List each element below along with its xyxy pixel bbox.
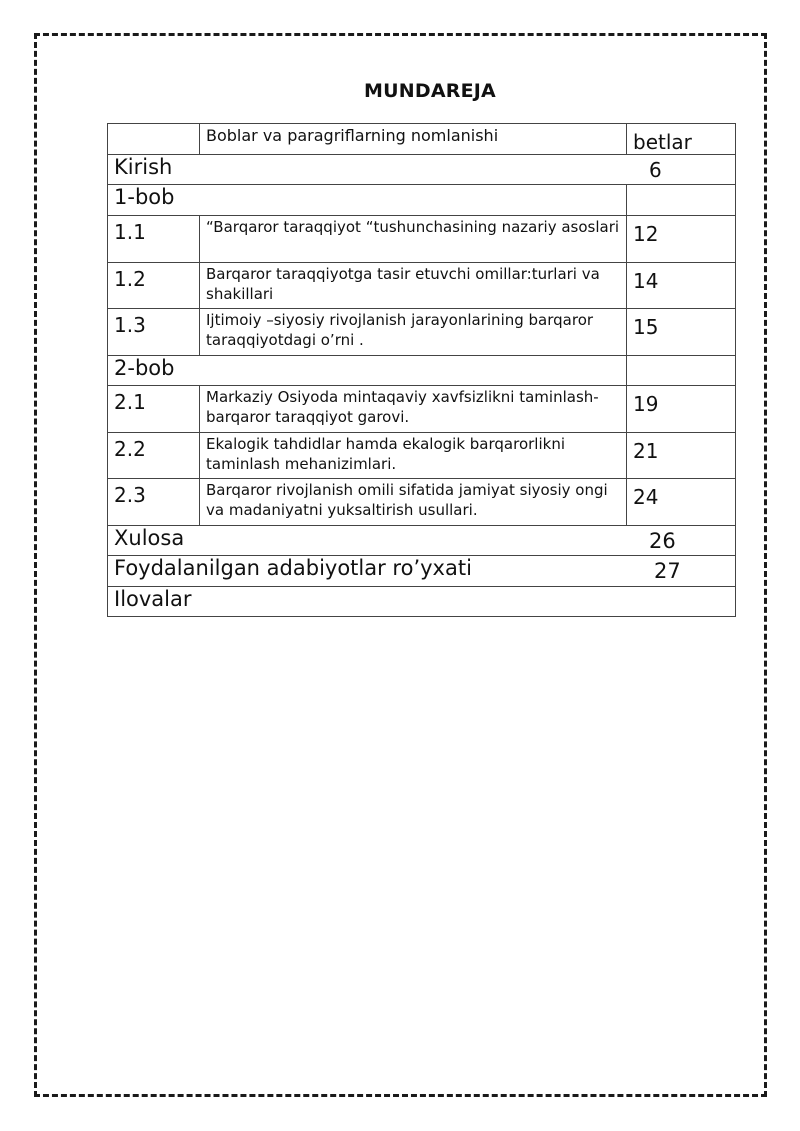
intro-cell: [108, 155, 736, 185]
section-row: [108, 479, 736, 526]
section-title: Ekalogik tahdidlar hamda ekalogik barqarorlikni taminlash mehanizimlari.: [200, 433, 627, 479]
section-num: 2.1: [108, 386, 200, 433]
section-num: 1.1: [108, 216, 200, 263]
section-num: 1.3: [108, 309, 200, 356]
conclusion-row: [108, 526, 736, 556]
section-row: [108, 309, 736, 356]
intro-page: 6: [649, 158, 662, 182]
section-num: 1.2: [108, 263, 200, 309]
section-title: Barqaror taraqqiyotga tasir etuvchi omillar:turlari va shakillari: [200, 263, 627, 309]
chapter1-label: 1-bob: [108, 185, 627, 216]
section-row: [108, 386, 736, 433]
conclusion-page: 26: [649, 529, 676, 553]
table-of-contents: [107, 123, 736, 617]
section-page: 19: [627, 386, 736, 433]
table-header-row: [108, 124, 736, 155]
chapter2-page-cell: [627, 356, 736, 386]
section-page: 24: [627, 479, 736, 526]
section-title: “Barqaror taraqqiyot “tushunchasining nazariy asoslari: [200, 216, 627, 263]
header-title-cell: Boblar va paragriflarning nomlanishi: [200, 124, 627, 155]
section-page: 21: [627, 433, 736, 479]
conclusion-label: Xulosa: [114, 526, 185, 550]
references-row: [108, 556, 736, 587]
section-title: Barqaror rivojlanish omili sifatida jamiyat siyosiy ongi va madaniyatni yuksaltirish usullari.: [200, 479, 627, 526]
section-row: [108, 433, 736, 479]
section-page: 15: [627, 309, 736, 356]
references-label: Foydalanilgan adabiyotlar ro’yxati: [114, 556, 472, 580]
section-row: [108, 216, 736, 263]
conclusion-cell: [108, 526, 736, 556]
chapter2-label: 2-bob: [108, 356, 627, 386]
section-title: Ijtimoiy –siyosiy rivojlanish jarayonlarining barqaror taraqqiyotdagi o’rni .: [200, 309, 627, 356]
references-page: 27: [654, 559, 681, 583]
section-page: 14: [627, 263, 736, 309]
appendix-row: [108, 587, 736, 617]
intro-label: Kirish: [114, 155, 173, 179]
section-row: [108, 263, 736, 309]
header-num-cell: [108, 124, 200, 155]
header-page-cell: betlar: [627, 124, 736, 155]
section-num: 2.3: [108, 479, 200, 526]
chapter2-row: [108, 356, 736, 386]
intro-row: [108, 155, 736, 185]
section-title: Markaziy Osiyoda mintaqaviy xavfsizlikni taminlash- barqaror taraqqiyot garovi.: [200, 386, 627, 433]
references-cell: [108, 556, 736, 587]
page-title: MUNDAREJA: [364, 80, 496, 102]
appendix-label: Ilovalar: [108, 587, 736, 617]
section-page: 12: [627, 216, 736, 263]
chapter1-row: [108, 185, 736, 216]
chapter1-page-cell: [627, 185, 736, 216]
section-num: 2.2: [108, 433, 200, 479]
